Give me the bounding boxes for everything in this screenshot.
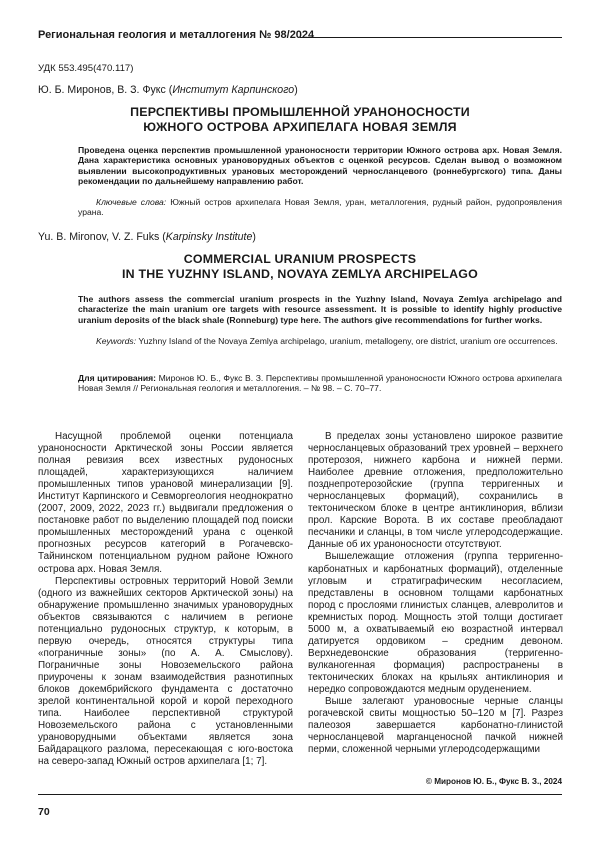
page-number: 70 bbox=[38, 806, 50, 818]
body-paragraph: Вышележащие отложения (группа терригенно-карбонатных и карбонатных формаций), отделенные угловым и стратиграфическим несогласием, представлены в основном толщами карбонатных пород с прослоями глинистых сланцев, алевролитов и кремнистых пород. Мощность этой толщи достигает 5000 м, а охватываемый ею возрастной интервал датируется ордовиком – средним девоном. Верхнедевонские образования (терригенно-вулканогенная формация) распространены в тектонических блоках на крыльях антиклинория и нередко сопровождаются медным оруденением. bbox=[308, 551, 563, 695]
citation-label: Для цитирования: bbox=[78, 373, 157, 383]
journal-title: Региональная геология и металлогения № 98/2024 bbox=[38, 29, 315, 41]
body-column-right bbox=[308, 431, 563, 756]
keywords-en-label: Keywords: bbox=[96, 336, 137, 346]
body-paragraph: Насущной проблемой оценки потенциала ураноносности Арктической зоны России является полная ревизия всех известных рудоносных площадей, характеризующихся наличием промышленных типов урановой минерализации [9]. Институт Карпинского и Севморгеология неоднократно (2007, 2009, 2022, 2023 гг.) выдвигали предложения о постановке работ по выделению площадей под поиски промышленных месторождений урана с оценкой прогнозных ресурсов категорий в Рогачевско-Тайнинском потенциальном рудном районе Южного острова арх. Новая Земля. bbox=[38, 431, 293, 575]
body-paragraph: В пределах зоны установлено широкое развитие черносланцевых образований трех уровней – верхнего протерозоя, нижнего карбона и нижней перми. Наиболее древние отложения, предположительно позднепротерозойские (группа терригенных и черносланцевых формаций), сохранились в тектоническом блоке в центре антиклинория, вблизи прол. Карские Ворота. В их составе преобладают песчаники и сланцы, в том числе углеродсодержащие. Данные об их ураноносности отсутствуют. bbox=[308, 431, 563, 551]
body-paragraph: Выше залегают урановосные черные сланцы рогачевской свиты мощностью 50–120 м [7]. Разрез палеозоя завершается карбонатно-глинистой черносланцевой марганценосной пачкой нижней перми, сложенной черными углеродсодержащими bbox=[308, 696, 563, 756]
keywords-ru bbox=[78, 197, 562, 218]
affiliation-ru: Институт Карпинского bbox=[172, 84, 295, 96]
body-column-left bbox=[38, 431, 293, 768]
title-ru-line2: ЮЖНОГО ОСТРОВА АРХИПЕЛАГА НОВАЯ ЗЕМЛЯ bbox=[143, 119, 457, 134]
citation-text: Миронов Ю. Б., Фукс В. З. Перспективы промышленной ураноносности Южного острова архипелага Новая Земля // Региональная геология и металлогения. – № 98. – С. 70–77. bbox=[78, 373, 562, 394]
running-header bbox=[38, 29, 562, 45]
header-rule bbox=[300, 37, 562, 38]
authors-ru-names: Ю. Б. Миронов, В. З. Фукс bbox=[38, 84, 166, 96]
footer-rule bbox=[38, 794, 562, 795]
authors-ru: Ю. Б. Миронов, В. З. Фукс (Институт Карпинского) bbox=[38, 84, 298, 96]
keywords-en-text: Yuzhny Island of the Novaya Zemlya archipelago, uranium, metallogeny, ore district, uranium ore occurrences. bbox=[138, 336, 558, 346]
abstract-en: The authors assess the commercial uranium prospects in the Yuzhny Island, Novaya Zemlya archipelago and characterize the main uranium ore targets with resource assessment. It is possible to identify highly productive uranium deposits of the black shale (Ronneburg) type here. The authors give recommendations for further works. bbox=[78, 294, 562, 325]
keywords-ru-label: Ключевые слова: bbox=[96, 197, 167, 207]
title-en-line2: IN THE YUZHNY ISLAND, NOVAYA ZEMLYA ARCHIPELAGO bbox=[122, 266, 478, 281]
copyright-notice: © Миронов Ю. Б., Фукс В. З., 2024 bbox=[425, 777, 562, 786]
title-ru-line1: ПЕРСПЕКТИВЫ ПРОМЫШЛЕННОЙ УРАНОНОСНОСТИ bbox=[130, 105, 470, 119]
article-title-en bbox=[38, 252, 562, 281]
authors-en: Yu. B. Mironov, V. Z. Fuks (Karpinsky Institute) bbox=[38, 231, 256, 243]
body-paragraph: Перспективы островных территорий Новой Земли (одного из важнейших секторов Арктической зоны) на обнаружение промышленно значимых урановорудных объектов связываются с наличием в регионе потенциально рудоносных структур, к которым, в первую очередь, относятся структуры типа «пограничные зоны» (по А. А. Смыслову). Пограничные зоны Новоземельского района приурочены к зонам взаимодействия разнотипных блоков докембрийского фундамента с достаточно зрелой континентальной корой и корой переходного типа. Наиболее перспективной структурой Новоземельского района с установленными урановорудными объектами является зона Байдарацкого разлома, пересекающая с юго-востока на северо-запад Южный остров архипелага [1; 7]. bbox=[38, 575, 293, 768]
keywords-en bbox=[78, 336, 562, 346]
citation bbox=[78, 373, 562, 394]
udk-code: УДК 553.495(470.117) bbox=[38, 63, 134, 74]
title-en-line1: COMMERCIAL URANIUM PROSPECTS bbox=[183, 252, 417, 266]
keywords-ru-text: Южный остров архипелага Новая Земля, уран, металлогения, рудный район, рудопроявления урана. bbox=[78, 197, 562, 218]
affiliation-en: Karpinsky Institute bbox=[165, 231, 253, 243]
abstract-ru: Проведена оценка перспектив промышленной ураноносности территории Южного острова арх. Новая Земля. Дана характеристика основных урановорудных объектов с оценкой ресурсов. Сделан вывод о возможном выявлении высокопродуктивных урановых месторождений черносланцевого (роннебургского) типа. Даны рекомендации по дальнейшему направлению работ. bbox=[78, 145, 562, 187]
authors-en-names: Yu. B. Mironov, V. Z. Fuks bbox=[38, 231, 160, 243]
article-title-ru bbox=[38, 105, 562, 134]
